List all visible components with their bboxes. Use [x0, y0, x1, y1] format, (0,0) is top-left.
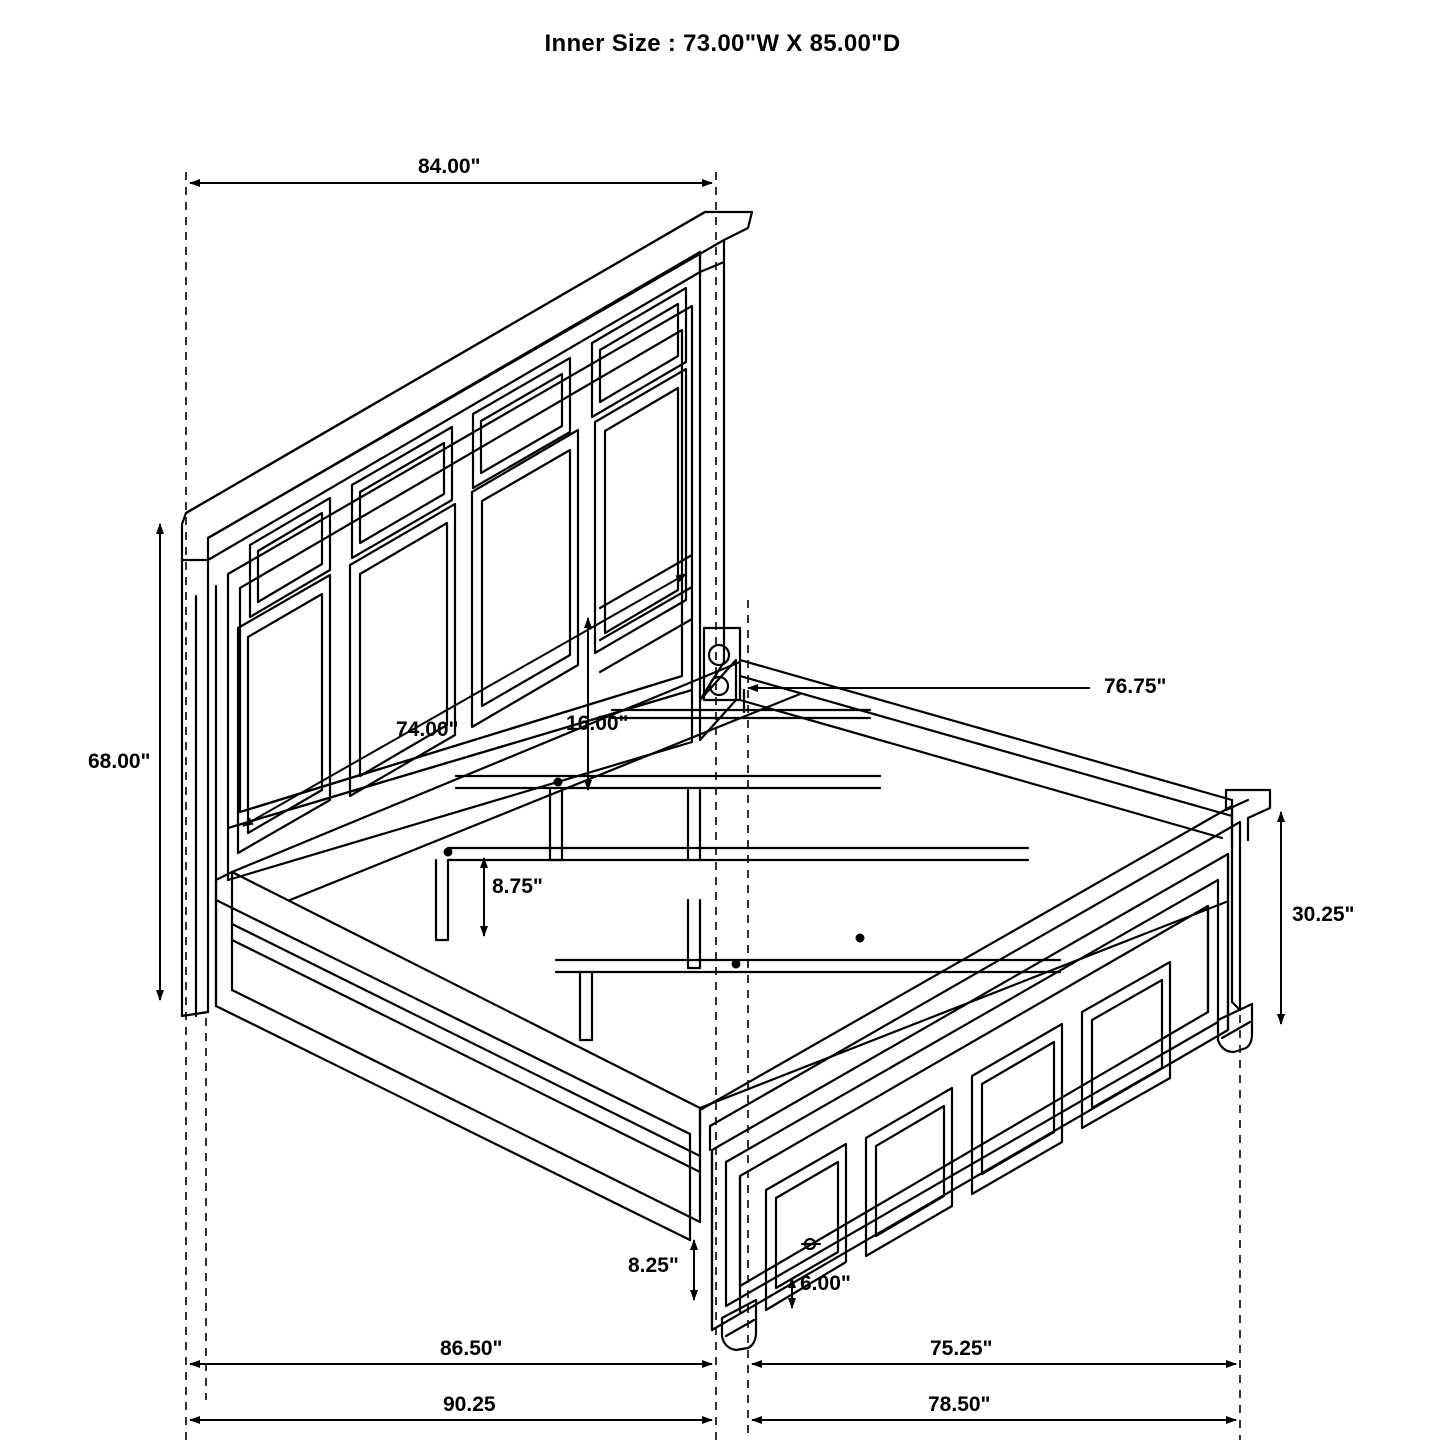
- dim-rail-drop: 16.00": [566, 712, 629, 735]
- dim-left-length-span: 86.50": [440, 1337, 503, 1360]
- dim-rail-length: 76.75": [1104, 675, 1167, 698]
- dim-overall-depth-left: 90.25: [443, 1393, 496, 1416]
- dim-foot-height: 6.00": [800, 1272, 851, 1295]
- dim-footboard-clearance: 8.25": [628, 1254, 679, 1277]
- dim-footboard-height: 30.25": [1292, 903, 1355, 926]
- dim-headboard-height: 68.00": [88, 750, 151, 773]
- dim-overall-width-top: 84.00": [418, 155, 481, 178]
- dim-overall-depth-right: 78.50": [928, 1393, 991, 1416]
- dim-headboard-panel-width: 74.00": [396, 718, 459, 741]
- dim-slat-leg-height: 8.75": [492, 875, 543, 898]
- page-title: Inner Size : 73.00"W X 85.00"D: [544, 30, 901, 57]
- dim-right-length-span: 75.25": [930, 1337, 993, 1360]
